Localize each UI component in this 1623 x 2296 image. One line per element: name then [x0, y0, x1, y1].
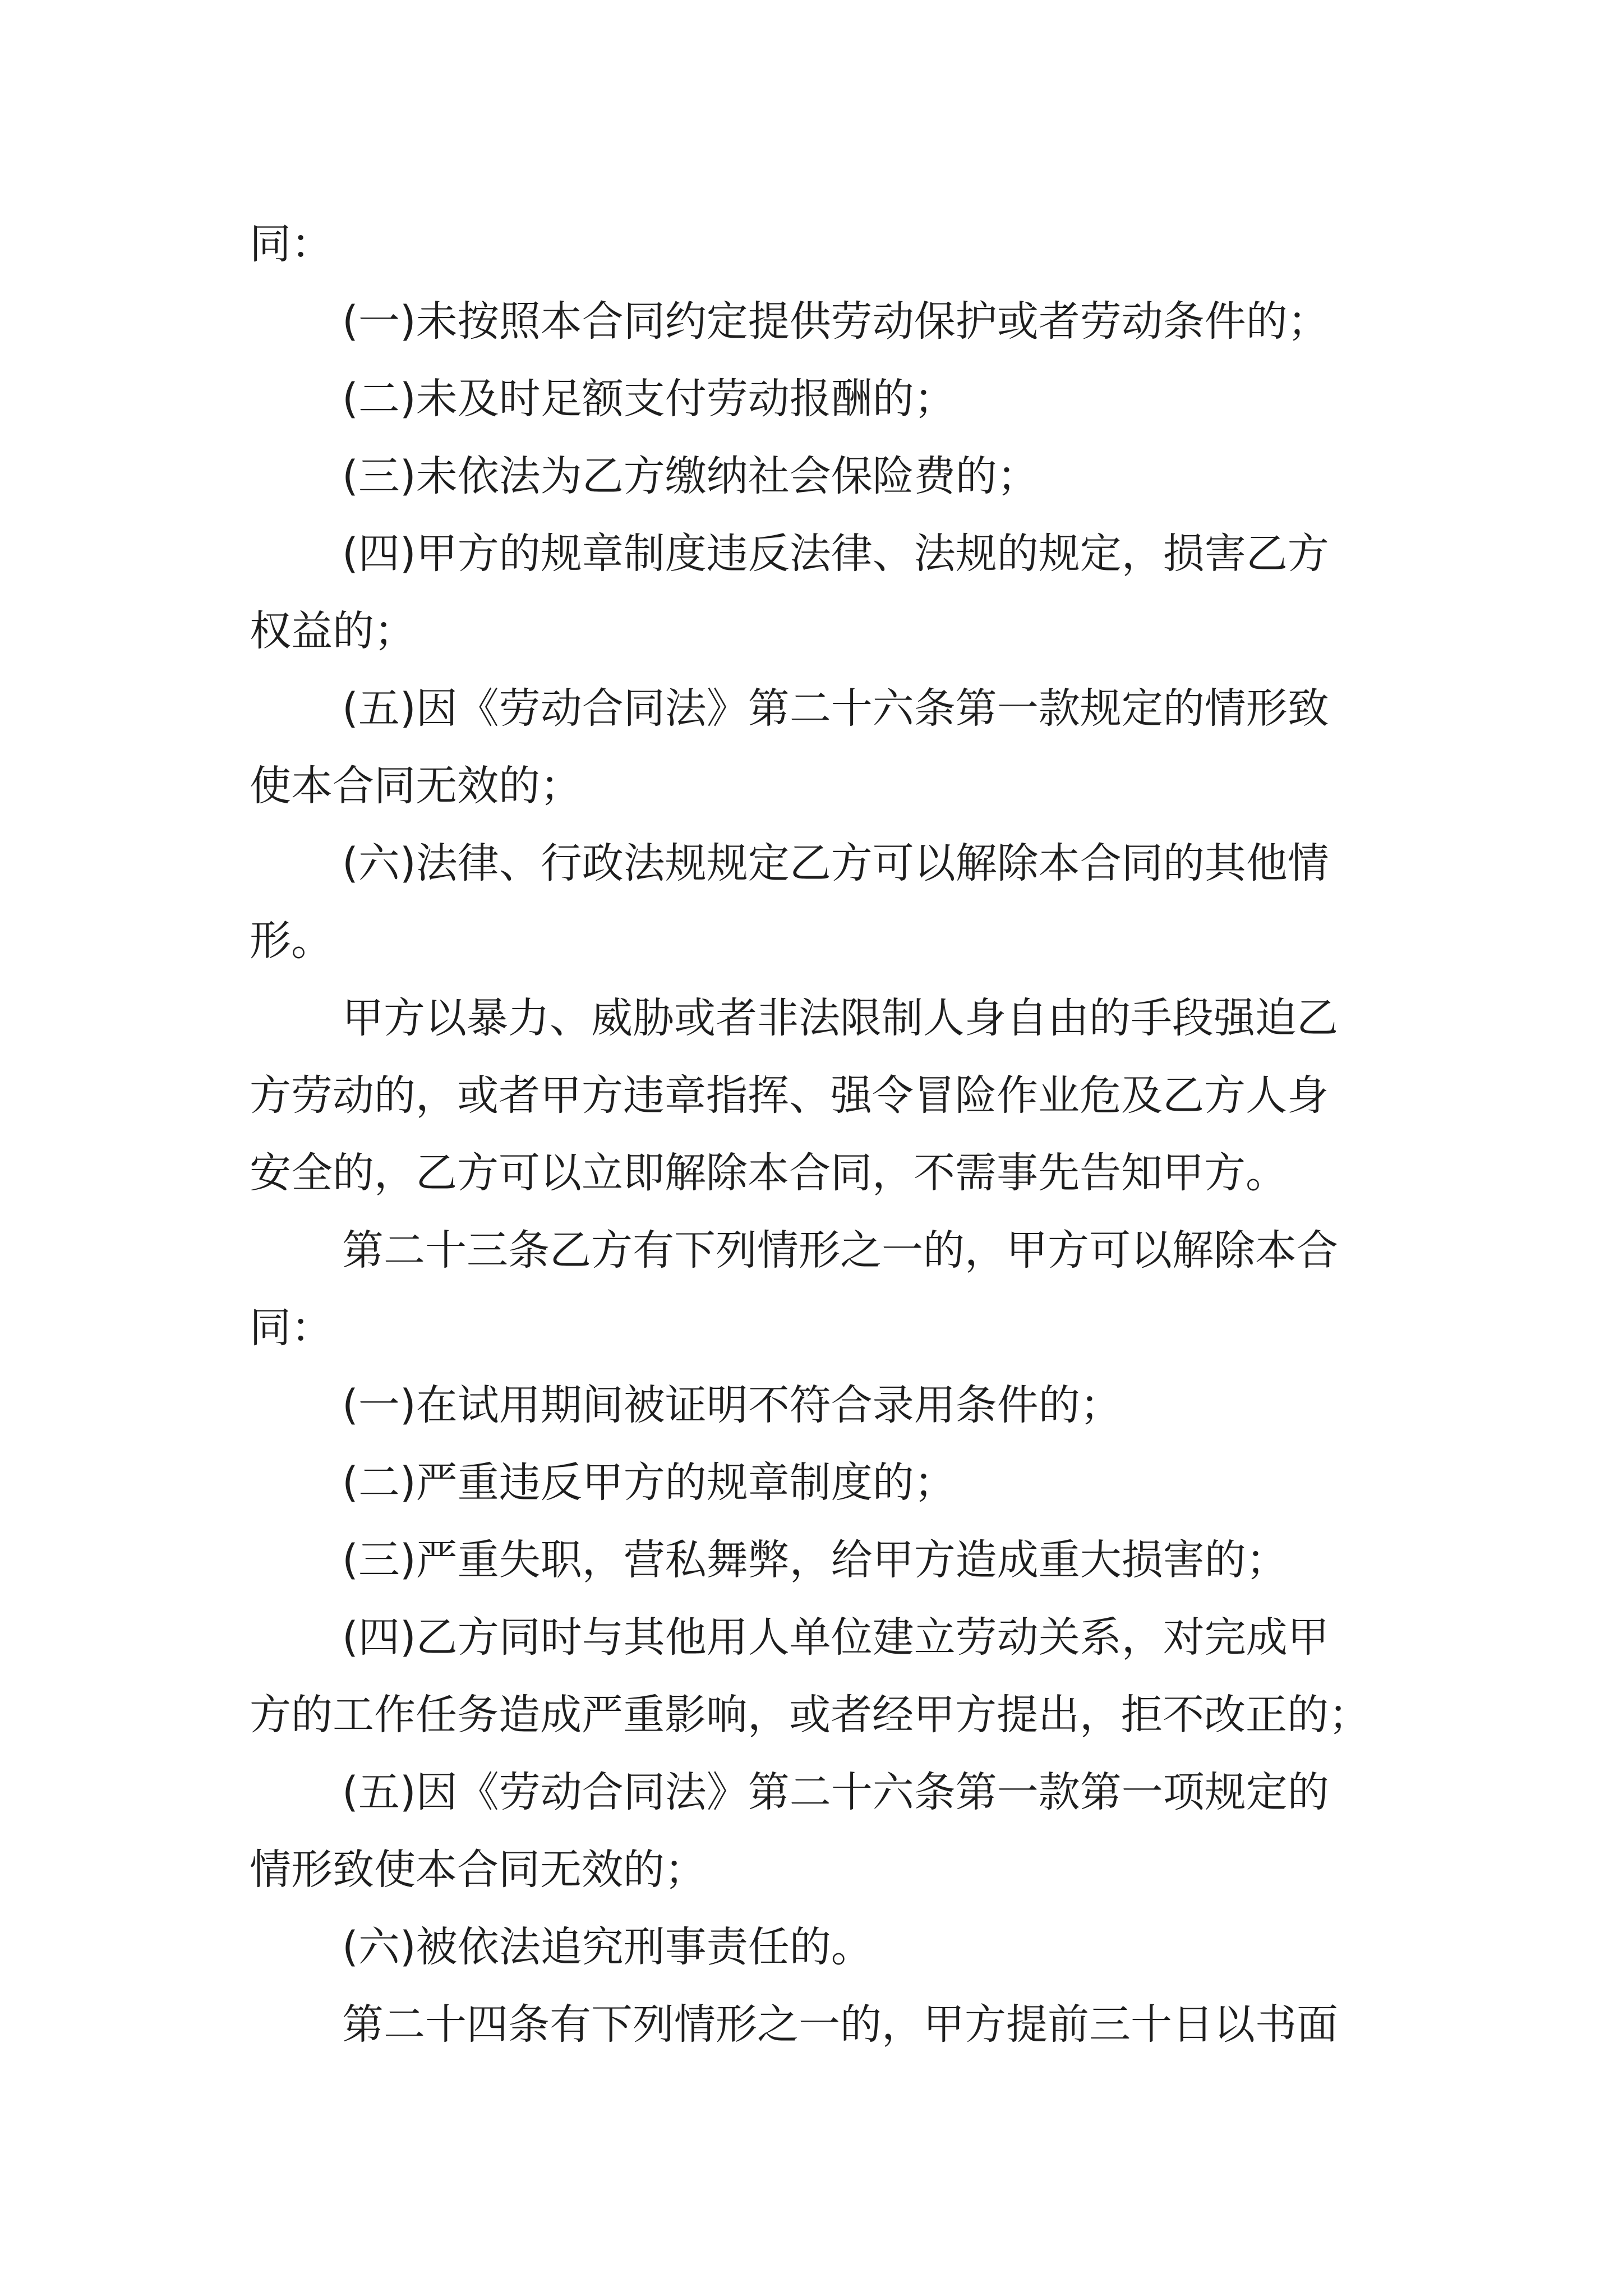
text-line: (五)因《劳动合同法》第二十六条第一款第一项规定的	[342, 1768, 1329, 1816]
text-line: 权益的；	[250, 607, 416, 655]
text-line: (四)乙方同时与其他用人单位建立劳动关系，对完成甲	[342, 1613, 1329, 1662]
text-line: (三)未依法为乙方缴纳社会保险费的；	[342, 452, 1039, 500]
text-line: 同：	[250, 220, 333, 268]
text-line: (二)严重违反甲方的规章制度的；	[342, 1458, 956, 1507]
text-line: (四)甲方的规章制度违反法律、法规的规定，损害乙方	[342, 530, 1329, 578]
text-line: 形。	[250, 917, 333, 965]
text-line: 同：	[250, 1304, 333, 1352]
text-line: (六)被依法追究刑事责任的。	[342, 1923, 873, 1971]
text-line: 使本合同无效的；	[250, 762, 582, 810]
text-line: (一)未按照本合同约定提供劳动保护或者劳动条件的；	[342, 297, 1329, 346]
text-line: 甲方以暴力、威胁或者非法限制人身自由的手段强迫乙	[342, 994, 1338, 1042]
text-line: 情形致使本合同无效的；	[250, 1846, 706, 1894]
text-line: (五)因《劳动合同法》第二十六条第一款规定的情形致	[342, 684, 1329, 733]
text-line: (一)在试用期间被证明不符合录用条件的；	[342, 1381, 1122, 1429]
text-line: 第二十三条乙方有下列情形之一的，甲方可以解除本合	[342, 1226, 1338, 1274]
text-line: (六)法律、行政法规规定乙方可以解除本合同的其他情	[342, 839, 1329, 887]
text-line: 方劳动的，或者甲方违章指挥、强令冒险作业危及乙方人身	[250, 1071, 1329, 1120]
text-line: 方的工作任务造成严重影响，或者经甲方提出，拒不改正的；	[250, 1691, 1370, 1739]
text-line: (三)严重失职，营私舞弊，给甲方造成重大损害的；	[342, 1536, 1288, 1584]
text-line: (二)未及时足额支付劳动报酬的；	[342, 375, 956, 423]
text-line: 第二十四条有下列情形之一的，甲方提前三十日以书面	[342, 2000, 1338, 2049]
text-line: 安全的，乙方可以立即解除本合同，不需事先告知甲方。	[250, 1149, 1287, 1197]
